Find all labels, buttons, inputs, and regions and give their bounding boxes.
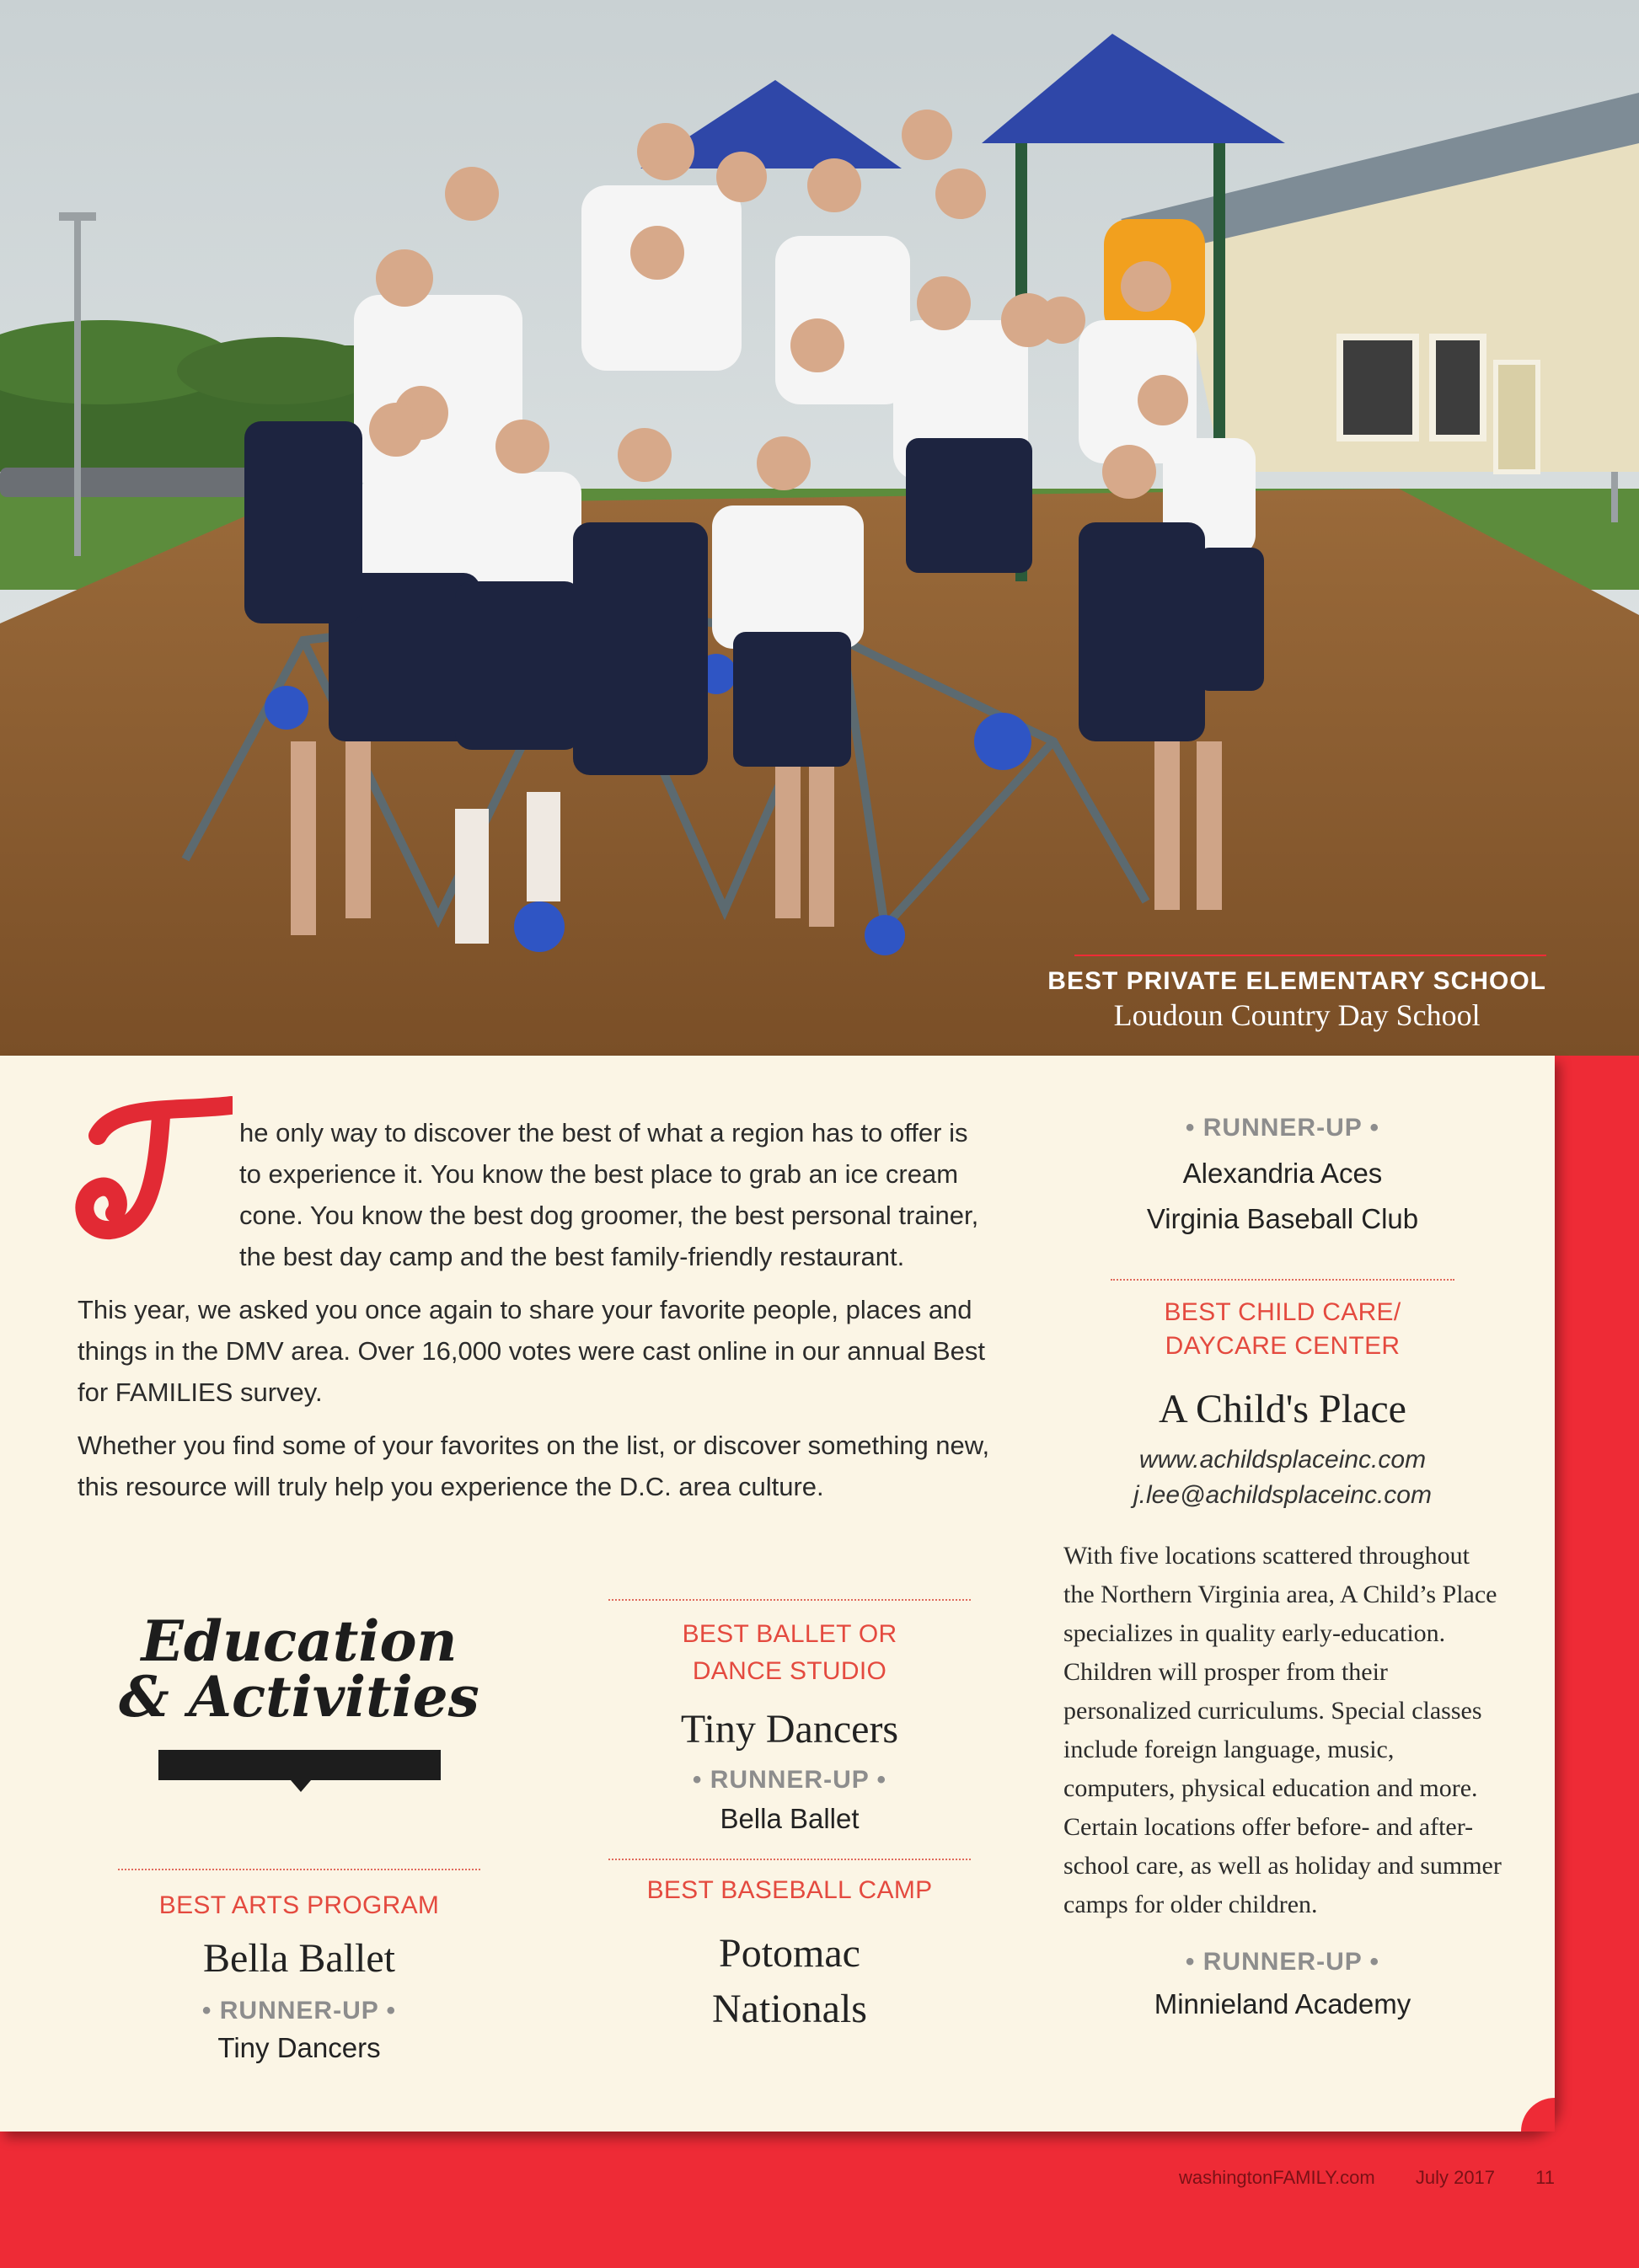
footer-page-number: 11	[1535, 2167, 1555, 2188]
caption-rule	[1074, 955, 1546, 956]
footer-site: washingtonFAMILY.com	[1178, 2167, 1375, 2188]
dropcap-t-icon	[72, 1087, 233, 1255]
winner-name-baseball-2: Nationals	[712, 1987, 867, 2031]
divider	[608, 1859, 971, 1860]
intro-text	[78, 1112, 996, 1519]
category-label-ballet-2: DANCE STUDIO	[692, 1657, 887, 1685]
award-childcare	[1063, 1114, 1502, 2020]
award-ballet-baseball	[608, 1599, 971, 2037]
runner-up-name: Tiny Dancers	[217, 2032, 381, 2063]
section-heading	[118, 1608, 480, 1780]
winner-name: Bella Ballet	[203, 1936, 395, 1981]
runner-up-name-bottom: Minnieland Academy	[1154, 1988, 1411, 2019]
divider	[118, 1869, 480, 1870]
category-label-1: BEST CHILD CARE/	[1164, 1298, 1401, 1326]
category-label-2: DAYCARE CENTER	[1165, 1332, 1401, 1360]
section-title-line2: & Activities	[119, 1664, 479, 1730]
winner-description: With five locations scattered throughout the Northern Virginia area, A Child’s Place specializes in quality early-education. Children will prosper from their personalized curriculums. Special classes include foreign language, music, computers, physical education and more. Certain locations offer before- and after-school care, as well as holiday and summer camps for older children.	[1063, 1542, 1502, 1918]
runner-up-name-1: Alexandria Aces	[1182, 1158, 1383, 1189]
runner-up-label: • RUNNER-UP •	[692, 1766, 887, 1794]
runner-up-label: • RUNNER-UP •	[1185, 1948, 1380, 1976]
runner-up-name-2: Virginia Baseball Club	[1146, 1203, 1419, 1234]
intro-paragraph-2: This year, we asked you once again to share your favorite people, places and things in the DMV area. Over 16,000 votes were cast online in our annual Best for FAMILIES survey.	[78, 1295, 985, 1407]
cover-photo	[0, 0, 1639, 1056]
section-title-bar	[158, 1750, 441, 1780]
students-playground-illustration	[0, 0, 1639, 1056]
intro-paragraph-1	[78, 1112, 996, 1277]
caption-category: BEST PRIVATE ELEMENTARY SCHOOL	[1047, 967, 1546, 995]
email-link[interactable]: j.lee@achildsplaceinc.com	[1133, 1481, 1432, 1509]
footer-issue: July 2017	[1415, 2167, 1496, 2188]
divider	[1111, 1279, 1454, 1281]
winner-name-baseball-1: Potomac	[719, 1931, 860, 1976]
award-arts-program	[118, 1869, 480, 2064]
divider	[608, 1599, 971, 1601]
winner-name-ballet: Tiny Dancers	[680, 1707, 899, 1752]
page-footer	[1144, 2167, 1555, 2189]
runner-up-name-ballet: Bella Ballet	[720, 1803, 860, 1834]
section-title-line1: Education	[141, 1608, 458, 1674]
caption-winner: Loudoun Country Day School	[1113, 998, 1481, 1032]
category-label-baseball: BEST BASEBALL CAMP	[646, 1876, 933, 1904]
website-link[interactable]: www.achildsplaceinc.com	[1138, 1446, 1427, 1474]
runner-up-label: • RUNNER-UP •	[1185, 1114, 1380, 1142]
winner-name: A Child's Place	[1159, 1387, 1406, 1431]
category-label-ballet-1: BEST BALLET OR	[682, 1620, 897, 1648]
category-label: BEST ARTS PROGRAM	[158, 1891, 440, 1919]
intro-paragraph-3: Whether you find some of your favorites on the list, or discover something new, this resource will truly help you experience the D.C. area culture.	[78, 1431, 990, 1501]
runner-up-label: • RUNNER-UP •	[201, 1997, 397, 2025]
intro-paragraph-1-text: he only way to discover the best of what a region has to offer is to experience it. You know the best place to grab an ice cream cone. You know the best dog groomer, the best personal trainer, the best day camp and the best family-friendly restaurant.	[239, 1118, 979, 1271]
photo-caption	[1047, 967, 1546, 1033]
